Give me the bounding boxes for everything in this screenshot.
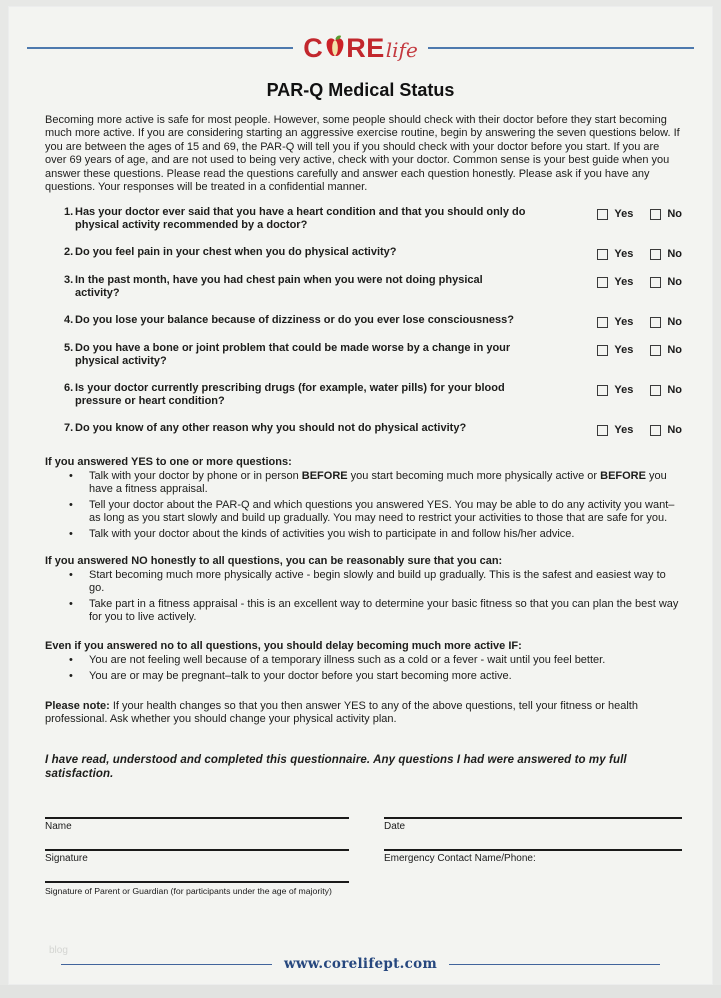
emergency-contact-label: Emergency Contact Name/Phone: (384, 853, 536, 865)
question-number: 6. (64, 382, 74, 395)
question-3-no-checkbox[interactable] (650, 277, 661, 288)
footer (61, 956, 660, 972)
bullet-text-bold: BEFORE (301, 470, 348, 483)
bullet-text: you start becoming much more physically active or (347, 470, 601, 483)
yes-label: Yes (614, 208, 634, 221)
no-label: No (667, 344, 682, 357)
question-7-no-checkbox[interactable] (650, 425, 661, 436)
question-3-yes-checkbox[interactable] (597, 277, 608, 288)
logo-text-re: RE (346, 32, 385, 63)
question-1-yes-checkbox[interactable] (597, 209, 608, 220)
page-bottom-edge (0, 985, 721, 998)
question-text: Is your doctor currently prescribing drugs (for example, water pills) for your blood pressure or heart condition? (75, 382, 505, 408)
question-7-yes-checkbox[interactable] (597, 425, 608, 436)
question-5-no-checkbox[interactable] (650, 345, 661, 356)
bullet-item (45, 470, 682, 496)
question-6-no-checkbox[interactable] (650, 385, 661, 396)
question-row-2 (45, 246, 682, 260)
footer-rule-right (449, 964, 660, 965)
question-row-4 (45, 314, 682, 328)
question-2-yes-checkbox[interactable] (597, 249, 608, 260)
question-number: 5. (64, 342, 74, 355)
question-text: Do you have a bone or joint problem that could be made worse by a change in your physical activity? (75, 342, 511, 368)
question-row-5 (45, 342, 682, 368)
date-label: Date (384, 821, 406, 833)
question-text: Has your doctor ever said that you have a heart condition and that you should only do physical activity recommended by a doctor? (75, 206, 526, 232)
name-field[interactable] (45, 817, 349, 833)
yes-label: Yes (614, 384, 634, 397)
question-row-7 (45, 422, 682, 436)
signature-field[interactable] (45, 849, 349, 865)
question-number: 7. (64, 422, 74, 435)
document-page (8, 6, 713, 985)
note-label: Please note: (45, 700, 110, 713)
question-6-yes-checkbox[interactable] (597, 385, 608, 396)
question-number: 4. (64, 314, 74, 327)
note-text: If your health changes so that you then answer YES to any of the above questions, tell your fitness or health professional. Ask whether you should change your physical activity plan. (45, 700, 638, 726)
logo-text-life: life (385, 38, 418, 62)
question-number: 1. (64, 206, 74, 219)
bullet-item: • Talk with your doctor about the kinds of activities you wish to participate in and follow his/her advice. (45, 528, 682, 541)
bullet-text: Talk with your doctor by phone or in person (89, 470, 302, 483)
yes-label: Yes (614, 424, 634, 437)
question-row-6 (45, 382, 682, 408)
question-1-no-checkbox[interactable] (650, 209, 661, 220)
section-heading: If you answered YES to one or more questions: (45, 456, 292, 469)
bullet-text: you have a fitness appraisal. (89, 470, 667, 496)
please-note-paragraph (45, 700, 682, 726)
logo-text-c: C (303, 32, 324, 63)
bullet-item: • Start becoming much more physically active - begin slowly and build up gradually. This is the safest and easiest way to go. (45, 569, 682, 595)
question-list (45, 206, 682, 436)
yes-label: Yes (614, 316, 634, 329)
name-label: Name (45, 821, 72, 833)
section-heading: Even if you answered no to all questions, you should delay becoming much more active IF: (45, 640, 522, 653)
website-link[interactable]: www.corelifept.com (283, 956, 438, 972)
question-number: 2. (64, 246, 74, 259)
guardian-signature-field[interactable] (45, 881, 349, 897)
bullet-item: • Take part in a fitness appraisal - this is an excellent way to determine your basic fitness so that you can plan the best way for you to live actively. (45, 598, 682, 624)
blog-watermark: blog (49, 945, 68, 956)
no-label: No (667, 208, 682, 221)
section-answered-no (45, 555, 682, 624)
signature-block (45, 817, 682, 913)
section-delay (45, 640, 682, 683)
corelife-logo (293, 33, 428, 64)
question-row-3 (45, 274, 682, 300)
no-label: No (667, 424, 682, 437)
yes-label: Yes (614, 248, 634, 261)
apple-core-icon (324, 33, 346, 59)
question-4-no-checkbox[interactable] (650, 317, 661, 328)
bullet-item: • You are or may be pregnant–talk to your doctor before you start becoming more active. (45, 670, 682, 683)
signature-label: Signature (45, 853, 88, 865)
header-rule-left (27, 47, 293, 49)
question-number: 3. (64, 274, 74, 287)
bullet-text-bold: BEFORE (600, 470, 646, 483)
no-label: No (667, 248, 682, 261)
question-text: Do you lose your balance because of dizziness or do you ever lose consciousness? (75, 314, 514, 327)
footer-rule-left (61, 964, 272, 965)
question-5-yes-checkbox[interactable] (597, 345, 608, 356)
question-text: Do you know of any other reason why you should not do physical activity? (75, 422, 467, 435)
section-heading: If you answered NO honestly to all questions, you can be reasonably sure that you can: (45, 555, 503, 568)
intro-paragraph: Becoming more active is safe for most people. However, some people should check with their doctor before they start becoming much more active. If you are considering starting an aggressive exercise routine, begin by answering the seven questions below. If you are between the ages of 15 and 69, the PAR-Q will tell you if you should check with your doctor before you start. If you are over 69 years of age, and are not used to being very active, check with your doctor. Common sense is your best guide when you answer these questions. Please read the questions carefully and answer each question honestly. Please ask if you have any questions. Your responses will be treated in a confidential manner. (45, 114, 680, 194)
header-rule-right (428, 47, 694, 49)
guardian-signature-label: Signature of Parent or Guardian (for participants under the age of majority) (45, 886, 332, 897)
section-answered-yes (45, 456, 682, 541)
question-row-1 (45, 206, 682, 232)
declaration-statement: I have read, understood and completed this questionnaire. Any questions I had were answered to my full satisfaction. (45, 754, 627, 781)
question-4-yes-checkbox[interactable] (597, 317, 608, 328)
document-content (9, 114, 712, 913)
bullet-item: • Tell your doctor about the PAR-Q and which questions you answered YES. You may be able to do any activity you want–as long as you start slowly and build up gradually. You may need to restrict your activities to those that are safe for you. (45, 499, 682, 525)
page-title: PAR-Q Medical Status (266, 80, 455, 100)
yes-label: Yes (614, 276, 634, 289)
yes-label: Yes (614, 344, 634, 357)
bullet-item: • You are not feeling well because of a temporary illness such as a cold or a fever - wait until you feel better. (45, 654, 682, 667)
header (27, 31, 694, 65)
date-field[interactable] (384, 817, 682, 833)
no-label: No (667, 276, 682, 289)
question-text: Do you feel pain in your chest when you do physical activity? (75, 246, 397, 259)
question-text: In the past month, have you had chest pain when you were not doing physical activity? (75, 274, 483, 300)
question-2-no-checkbox[interactable] (650, 249, 661, 260)
no-label: No (667, 316, 682, 329)
no-label: No (667, 384, 682, 397)
emergency-contact-field[interactable] (384, 849, 682, 865)
